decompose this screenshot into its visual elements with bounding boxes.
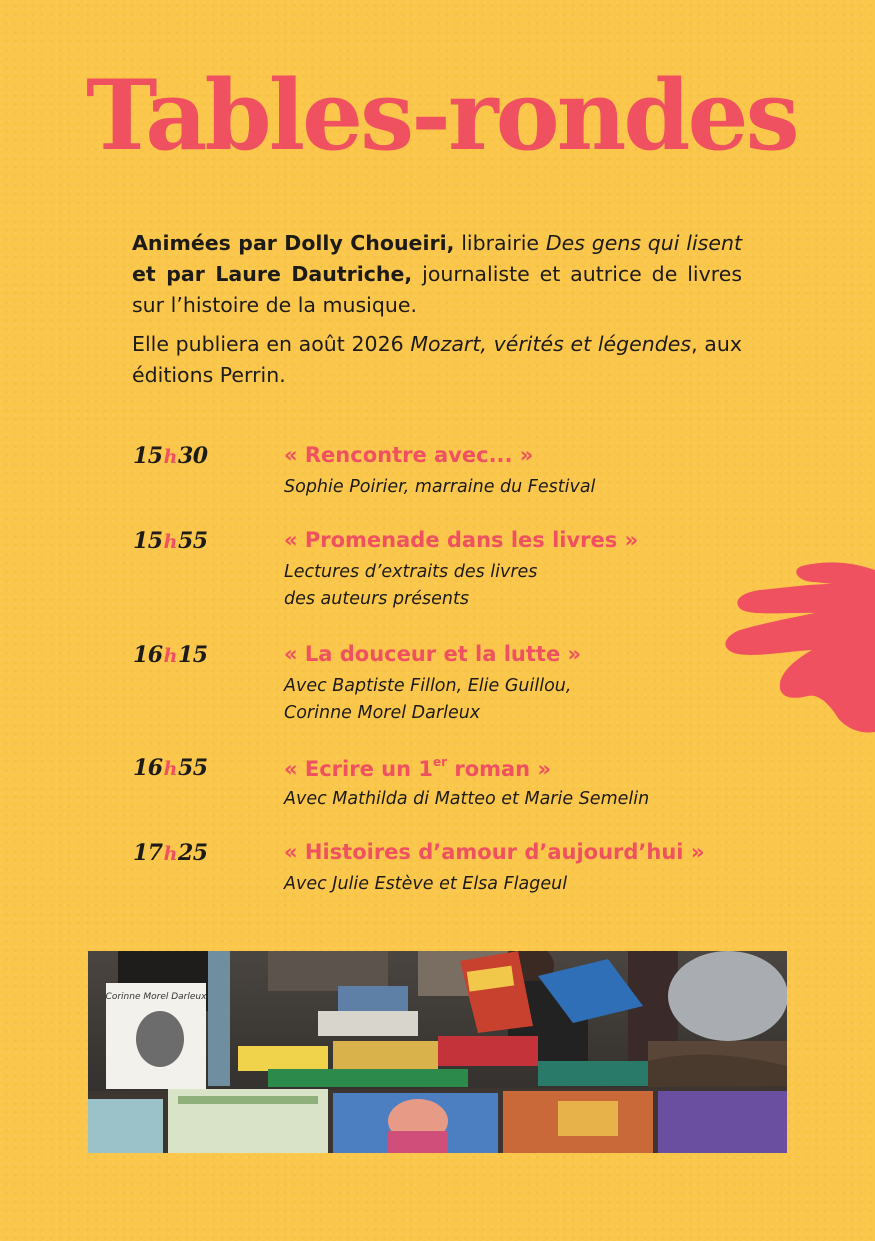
time-minute: 30 xyxy=(177,443,208,469)
session-description xyxy=(284,786,649,813)
session-time xyxy=(133,755,208,781)
intro-paragraph-1 xyxy=(132,228,742,321)
session-description-line: Sophie Poirier, marraine du Festival xyxy=(284,477,596,497)
intro-text-segment: , aux éditions Perrin. xyxy=(132,332,742,387)
session-description xyxy=(284,871,567,898)
intro-text-segment: Elle publiera en août 2026 xyxy=(132,332,411,356)
session-title: « Rencontre avec... » xyxy=(284,443,534,467)
time-separator: h xyxy=(163,531,177,553)
session-description xyxy=(284,474,595,501)
intro-text xyxy=(132,228,742,399)
book-fair-illustration xyxy=(88,951,787,1153)
time-separator: h xyxy=(163,446,177,468)
session-description-line: Avec Baptiste Fillon, Elie Guillou, xyxy=(284,676,572,696)
book-title: Mozart, vérités et légendes xyxy=(410,332,692,356)
session-title: « Promenade dans les livres » xyxy=(284,528,639,552)
time-separator: h xyxy=(163,758,177,780)
time-minute: 55 xyxy=(177,528,208,554)
session-title: « La douceur et la lutte » xyxy=(284,642,582,666)
session-description-line: Avec Julie Estève et Elsa Flageul xyxy=(284,874,568,894)
time-minute: 25 xyxy=(177,840,208,866)
time-hour: 15 xyxy=(133,443,163,469)
session-description xyxy=(284,559,537,613)
session-time xyxy=(133,528,208,554)
session-description-line: Corinne Morel Darleux xyxy=(284,703,481,723)
time-hour: 17 xyxy=(133,840,163,866)
bookshop-name: Des gens qui lisent xyxy=(545,231,743,255)
session-title: « Histoires d’amour d’aujourd’hui » xyxy=(284,840,705,864)
time-separator: h xyxy=(163,645,177,667)
session-description-line: Avec Mathilda di Matteo et Marie Semelin xyxy=(284,789,650,809)
session-title-part: « Ecrire un 1 xyxy=(284,757,433,781)
hand-illustration xyxy=(720,558,875,738)
time-minute: 55 xyxy=(177,755,208,781)
host-2-name: et par Laure Dautriche, xyxy=(132,262,413,286)
host-1-name: Animées par Dolly Choueiri, xyxy=(132,231,455,255)
session-description xyxy=(284,673,571,727)
page-title: Tables-rondes xyxy=(86,59,797,172)
time-hour: 15 xyxy=(133,528,163,554)
session-time xyxy=(133,642,208,668)
session-title-part: roman » xyxy=(447,757,552,781)
sign-author-name: Corinne Morel Darleux xyxy=(105,992,207,1002)
session-time xyxy=(133,840,208,866)
session-title xyxy=(284,755,551,781)
intro-text-segment: journaliste et autrice de livres sur l’histoire de la musique. xyxy=(132,262,743,317)
book-fair-photo xyxy=(88,951,787,1153)
intro-paragraph-2 xyxy=(132,329,742,391)
session-description-line: Lectures d’extraits des livres xyxy=(284,562,538,582)
session-time xyxy=(133,443,208,469)
time-hour: 16 xyxy=(133,755,163,781)
intro-text-segment: librairie xyxy=(454,231,546,255)
time-separator: h xyxy=(163,843,177,865)
time-minute: 15 xyxy=(177,642,208,668)
ordinal-superscript: er xyxy=(432,755,448,769)
time-hour: 16 xyxy=(133,642,163,668)
session-description-line: des auteurs présents xyxy=(284,589,469,609)
